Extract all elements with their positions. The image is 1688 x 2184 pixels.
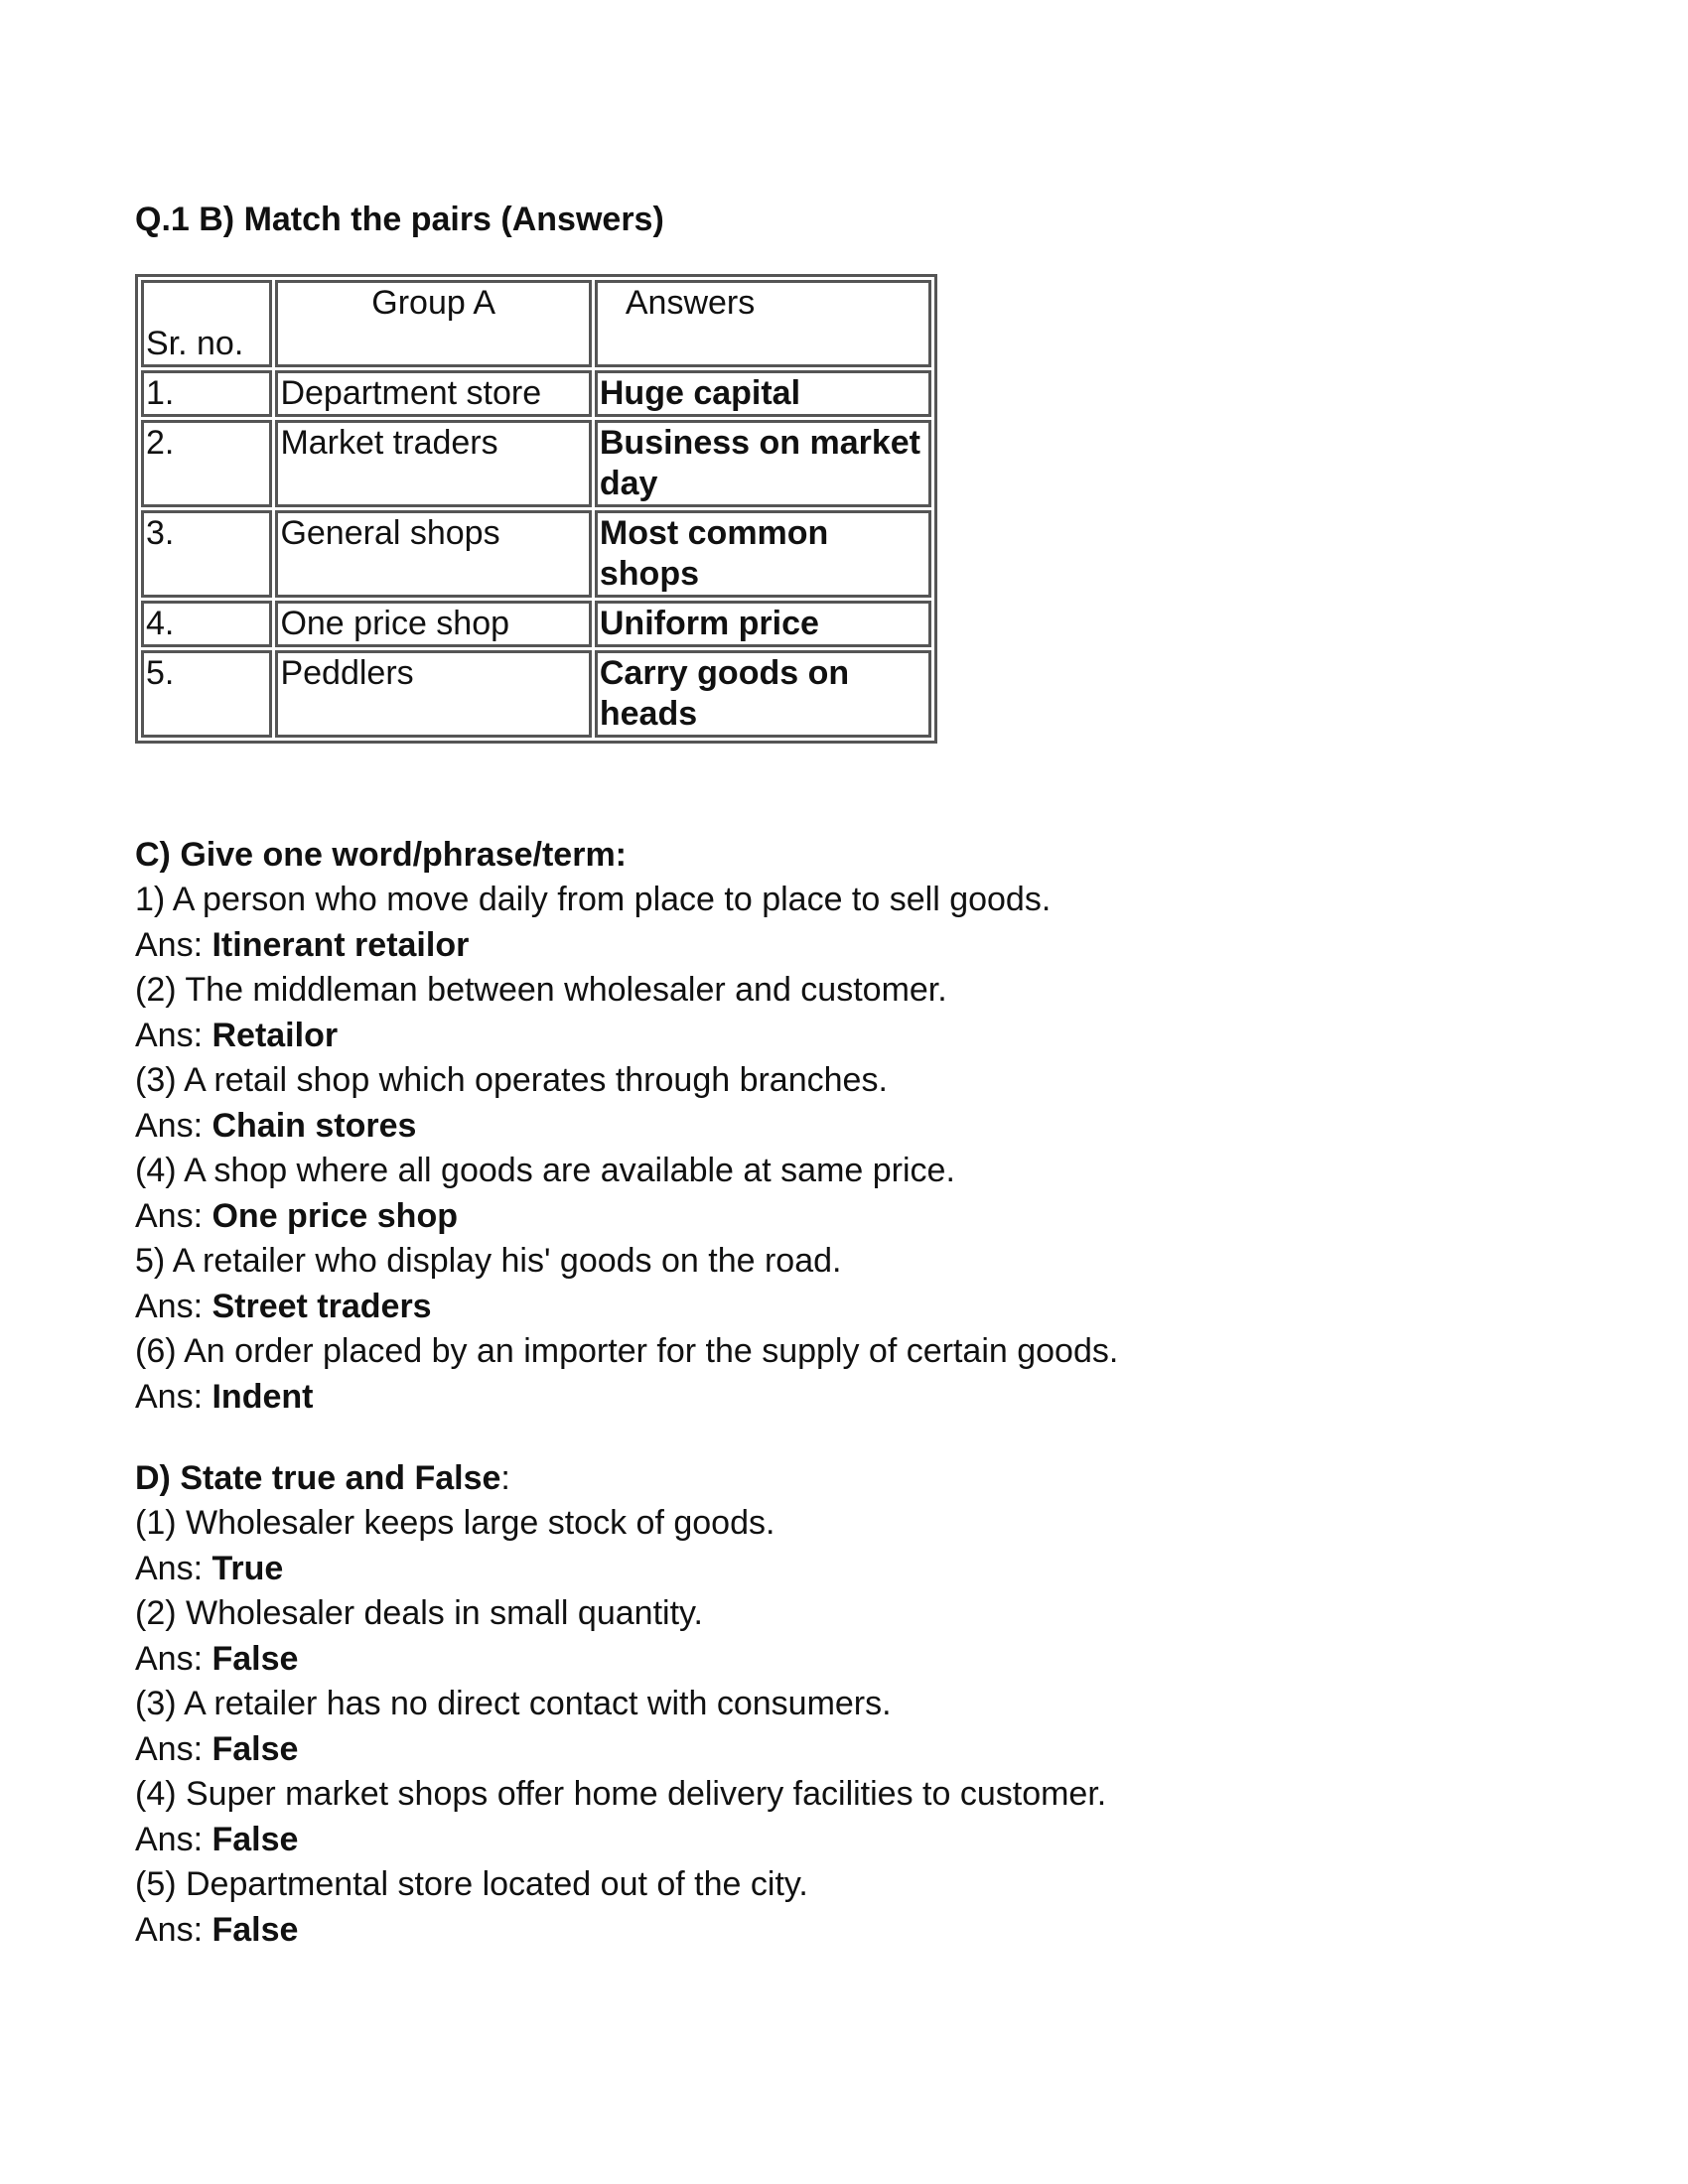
question-text: (2) Wholesaler deals in small quantity. — [135, 1594, 703, 1632]
answer-value: False — [211, 1910, 299, 1949]
row-group-a: One price shop — [275, 601, 591, 647]
answer-line — [135, 1908, 1545, 1954]
answer-line — [135, 1104, 1545, 1150]
document-page — [135, 197, 1545, 1949]
answer-value: False — [211, 1820, 299, 1858]
ans-prefix: Ans: — [135, 1729, 212, 1768]
question-text: (6) An order placed by an importer for the supply of certain goods. — [135, 1332, 1119, 1370]
section-c-heading: C) Give one word/phrase/term: — [135, 836, 627, 874]
section-c — [135, 832, 1545, 1420]
answer-line — [135, 923, 1545, 969]
ans-prefix: Ans: — [135, 1820, 212, 1858]
ans-prefix: Ans: — [135, 1106, 212, 1145]
row-group-a: Peddlers — [275, 650, 591, 738]
answer-line — [135, 1285, 1545, 1330]
question-text: (2) The middleman between wholesaler and customer. — [135, 971, 947, 1009]
row-group-a: General shops — [275, 510, 591, 598]
answer-line — [135, 1375, 1545, 1421]
ans-prefix: Ans: — [135, 1287, 212, 1325]
question-text: 5) A retailer who display his' goods on the road. — [135, 1242, 842, 1280]
q1b-heading: Q.1 B) Match the pairs (Answers) — [135, 201, 664, 238]
row-sr-no: 4. — [141, 601, 272, 647]
table-row — [141, 601, 931, 647]
question-text: (3) A retailer has no direct contact with consumers. — [135, 1685, 892, 1722]
answer-value: Itinerant retailor — [211, 925, 470, 964]
answer-line — [135, 1014, 1545, 1059]
row-group-a: Market traders — [275, 420, 591, 507]
row-answer: Carry goods on heads — [595, 650, 931, 738]
question-text: (4) A shop where all goods are available at same price. — [135, 1152, 955, 1189]
question-text: (5) Departmental store located out of the city. — [135, 1865, 808, 1903]
ans-prefix: Ans: — [135, 1196, 212, 1235]
row-sr-no: 1. — [141, 370, 272, 417]
ans-prefix: Ans: — [135, 1377, 212, 1416]
table-row — [141, 510, 931, 598]
header-group-a: Group A — [275, 280, 591, 367]
row-answer: Uniform price — [595, 601, 931, 647]
header-answers: Answers — [595, 280, 931, 367]
ans-prefix: Ans: — [135, 1016, 212, 1054]
row-answer: Most common shops — [595, 510, 931, 598]
section-d-heading-colon: : — [500, 1459, 510, 1497]
answer-line — [135, 1727, 1545, 1773]
question-text: (1) Wholesaler keeps large stock of goods. — [135, 1504, 775, 1542]
header-sr-no: Sr. no. — [141, 280, 272, 367]
row-sr-no: 2. — [141, 420, 272, 507]
answer-value: Indent — [211, 1377, 314, 1416]
table-header-row — [141, 280, 931, 367]
table-row — [141, 420, 931, 507]
answer-line — [135, 1637, 1545, 1683]
row-group-a: Department store — [275, 370, 591, 417]
answer-value: Street traders — [211, 1287, 432, 1325]
answer-line — [135, 1547, 1545, 1592]
table-row — [141, 370, 931, 417]
question-text: (3) A retail shop which operates through branches. — [135, 1061, 888, 1099]
answer-value: Chain stores — [211, 1106, 417, 1145]
answer-line — [135, 1818, 1545, 1863]
ans-prefix: Ans: — [135, 925, 212, 964]
answer-value: Retailor — [211, 1016, 339, 1054]
answer-value: False — [211, 1729, 299, 1768]
ans-prefix: Ans: — [135, 1639, 212, 1678]
row-sr-no: 5. — [141, 650, 272, 738]
row-answer: Huge capital — [595, 370, 931, 417]
question-text: 1) A person who move daily from place to place to sell goods. — [135, 881, 1052, 918]
answer-value: True — [211, 1549, 284, 1587]
answer-line — [135, 1194, 1545, 1240]
ans-prefix: Ans: — [135, 1549, 212, 1587]
row-sr-no: 3. — [141, 510, 272, 598]
question-text: (4) Super market shops offer home delivery facilities to customer. — [135, 1775, 1107, 1813]
ans-prefix: Ans: — [135, 1910, 212, 1949]
answer-value: One price shop — [211, 1196, 458, 1235]
match-pairs-table — [135, 274, 937, 744]
section-d — [135, 1455, 1545, 1953]
answer-value: False — [211, 1639, 299, 1678]
row-answer: Business on market day — [595, 420, 931, 507]
table-row — [141, 650, 931, 738]
section-d-heading — [135, 1455, 1545, 1501]
section-d-heading-text: D) State true and False — [135, 1459, 501, 1497]
